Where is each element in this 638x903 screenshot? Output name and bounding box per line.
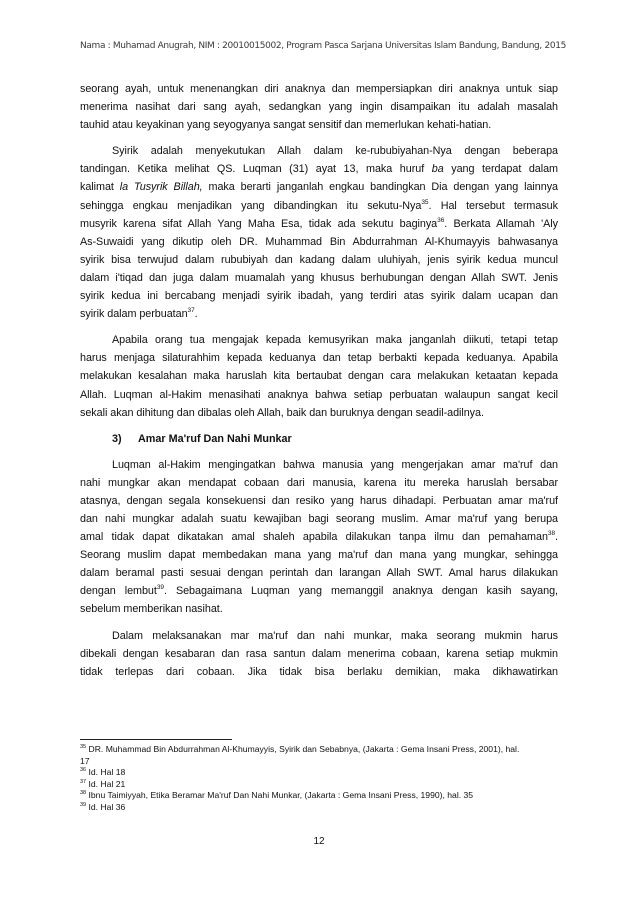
text-line: seorang ayah, untuk menenangkan diri anaknya dan mempersiapkan diri anaknya untuk siap — [80, 83, 558, 95]
text-line: As-Suwaidi yang dikutip oleh DR. Muhammad Bin Abdurrahman Al-Khumayyis bahwasanya — [80, 235, 558, 248]
footnote: $^{39}$ Id. Hal 36 — [80, 801, 126, 812]
text-line: dibekali dengan kesabaran dan rasa santun dalam menerima cobaan, karena setiap mukmin — [80, 647, 558, 660]
text-line: sekali akan dihitung dan dibalas oleh Allah, baik dan buruknya dengan seadil-adilnya. — [80, 406, 484, 419]
text-line: syirik dalam perbuatan$^{37}$. — [80, 307, 198, 321]
paragraph-2 — [80, 142, 558, 323]
text-line: tauhid atau keyakinan yang seyogyanya sangat sensitif dan memerlukan kehati-hatian. — [80, 119, 492, 132]
text-line: harus menjaga silaturahhim kepada keduanya dan tetap berbakti kepada keduanya. Apabila — [80, 352, 558, 365]
body-text — [80, 80, 558, 681]
heading-title: Amar Ma'ruf Dan Nahi Munkar — [138, 432, 292, 445]
text-line: Luqman al-Hakim mengingatkan bahwa manusia yang mengerjakan amar ma'ruf dan — [112, 458, 558, 471]
footnote-ref[interactable]: 38 — [547, 530, 556, 538]
text-line: Allah. Luqman al-Hakim menasihati anaknya bahwa setiap perbuatan walaupun sangat kecil — [80, 388, 558, 401]
footnote-ref[interactable]: 36 — [437, 216, 445, 224]
paragraph-1 — [80, 80, 558, 134]
text-line: menerima nasihat dari sang ayah, sedangkan yang ingin disampaikan itu adalah masalah — [80, 101, 558, 114]
text-line: dalam beramal pasti sesuai dengan perintah dan larangan Allah SWT. Amal harus dilakukan — [80, 567, 558, 580]
paragraph-3 — [80, 331, 558, 421]
text-line: dalam i'tiqad dan juga dalam muamalah yang khusus berhubungan dengan Allah SWT. Jenis — [80, 271, 558, 284]
text-line: tandingan. Ketika melihat QS. Luqman (31) ayat 13, maka huruf ba yang terdapat dalam — [80, 163, 559, 176]
text-line: dengan lembut$^{39}$. Sebagaimana Luqman yang memanggil anaknya dengan kasih sayang, — [80, 584, 558, 598]
footnote: $^{38}$ Ibnu Taimiyyah, Etika Beramar Ma'ruf Dan Nahi Munkar, (Jakarta : Gema Insani Press, 1990), hal. 35 — [80, 790, 474, 800]
footnote: $^{36}$ Id. Hal 18 — [80, 767, 126, 777]
text-line: Seorang muslim dapat membedakan mana yang ma'ruf dan mana yang mungkar, sehingga — [80, 549, 558, 562]
text-line: melakukan kesalahan maka haruslah kita bertaubat dengan cara melakukan ketaatan kepada — [80, 370, 558, 383]
footnote-ref[interactable]: 39 — [156, 584, 164, 592]
paragraph-4 — [80, 456, 558, 619]
heading-number: 3) — [112, 432, 122, 445]
text-line: amal tidak dapat dikatakan amal shaleh apabila dilakukan tanpa ilmu dan pemahaman$^{38}$. — [80, 530, 558, 544]
text-line: syirik bisa terwujud dalam rububiyah dan kadang dalam uluhiyah, jenis syirik kedua muncul — [80, 253, 558, 266]
text-line: nahi mungkar akan mendapat cobaan dari manusia, karena itu mereka haruslah bersabar — [80, 476, 558, 489]
text-line: atasnya, dengan segala konsekuensi dan resiko yang harus dihadapi. Perbuatan amar ma'ruf — [80, 494, 558, 507]
paragraph-5 — [80, 627, 558, 681]
footnote: $^{35}$ DR. Muhammad Bin Abdurrahman Al-Khumayyis, Syirik dan Sebabnya, (Jakarta : Gema Insani Press, 2001), hal. 17 — [80, 744, 520, 766]
text-line: tidak terlepas dari cobaan. Jika tidak bisa berlaku demikian, maka dikhawatirkan — [80, 665, 558, 678]
page-header: Nama : Muhamad Anugrah, NIM : 20010015002, Program Pasca Sarjana Universitas Islam Bandung, Bandung, 2015 — [80, 41, 566, 51]
text-line: Syirik adalah menyekutukan Allah dalam ke-rububiyahan-Nya dengan beberapa — [112, 145, 558, 158]
text-line: dan nahi mungkar adalah suatu kewajiban bagi seorang muslim. Amar ma'ruf yang berupa — [80, 512, 558, 525]
text-line: sebelum memberikan nasihat. — [80, 603, 223, 616]
footnote: $^{37}$ Id. Hal 21 — [80, 778, 126, 789]
text-line: Apabila orang tua mengajak kepada kemusyrikan maka janganlah diikuti, tetapi tetap — [112, 334, 558, 347]
footnotes — [80, 744, 560, 813]
text-line: kalimat la Tusyrik Billah, maka berarti janganlah engkau bandingkan Dia dengan yang lainnya — [80, 181, 558, 194]
footnote-ref[interactable]: 35 — [421, 198, 429, 206]
text-line: Dalam melaksanakan mar ma'ruf dan nahi munkar, maka seorang mukmin harus — [112, 629, 558, 642]
text-line: syirik kedua ini bercabang menjadi syirik ibadah, yang terdiri atas syirik dalam ucapan dan — [80, 290, 558, 303]
italic-term: la Tusyrik Billah, — [119, 181, 203, 194]
footnote-ref[interactable]: 37 — [187, 307, 195, 315]
section-heading — [112, 430, 558, 448]
italic-term: ba — [431, 163, 444, 176]
text-line: musyrik karena sifat Allah Yang Maha Esa, tidak ada sekutu baginya$^{36}$. Berkata Allamah 'Aly — [80, 216, 558, 230]
text-line: sehingga engkau menjadikan yang dibandingkan itu sekutu-Nya$^{35}$. Hal tersebut termasuk — [80, 198, 558, 212]
page-number: 12 — [313, 836, 325, 847]
footnote-separator — [80, 739, 232, 740]
